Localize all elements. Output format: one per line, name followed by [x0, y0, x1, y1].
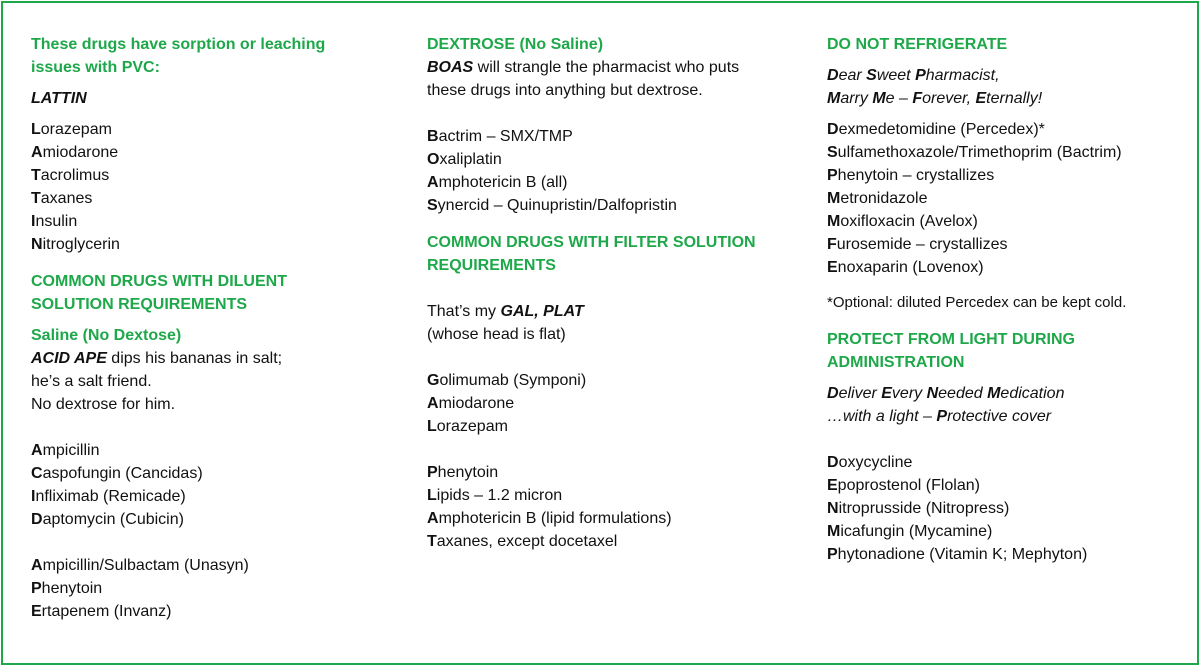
drug-name-rest: mpicillin/Sulbactam (Unasyn)	[42, 557, 249, 574]
drug-name-rest: mphotericin B (lipid formulations)	[438, 510, 672, 527]
drug-item	[31, 485, 401, 508]
drug-item	[827, 256, 1197, 279]
mnemonic-rest: edication	[1000, 385, 1065, 402]
drug-initial: D	[827, 454, 839, 471]
saline-text-1: dips his bananas in salt;	[106, 350, 283, 367]
drug-item	[827, 543, 1197, 566]
mnemonic-rest: harmacist,	[925, 67, 1000, 84]
drug-name-rest: nsulin	[35, 213, 78, 230]
drug-initial: I	[31, 213, 36, 230]
drug-initial: L	[31, 121, 41, 138]
drug-item	[31, 600, 401, 623]
mnemonic-rest: orever,	[922, 90, 976, 107]
drug-name-rest: icafungin (Mycamine)	[840, 523, 993, 540]
drug-item	[427, 461, 797, 484]
mnemonic-lattin: LATTIN	[31, 90, 87, 107]
drug-item	[827, 474, 1197, 497]
heading-filter-line1: COMMON DRUGS WITH FILTER SOLUTION	[427, 234, 756, 251]
drug-initial: S	[427, 197, 438, 214]
drug-name-rest: acrolimus	[40, 167, 110, 184]
drug-item	[31, 577, 401, 600]
heading-filter-line2: REQUIREMENTS	[427, 257, 556, 274]
drug-name-rest: ipids – 1.2 micron	[436, 487, 563, 504]
column-pvc-diluent	[31, 33, 401, 623]
drug-name-rest: nfliximab (Remicade)	[35, 488, 186, 505]
list-saline-2	[31, 554, 401, 623]
drug-initial: P	[827, 546, 838, 563]
drug-initial: E	[31, 603, 42, 620]
drug-item	[31, 462, 401, 485]
drug-name-rest: orazepam	[40, 121, 112, 138]
drug-initial: M	[827, 190, 841, 207]
mnemonic-initial: N	[926, 385, 939, 402]
list-filter-2	[427, 461, 797, 553]
list-light	[827, 451, 1197, 566]
drug-name-rest: henytoin	[41, 580, 103, 597]
drug-initial: A	[427, 510, 439, 527]
drug-initial: N	[827, 500, 839, 517]
column-dextrose-filter	[427, 33, 797, 553]
drug-initial: T	[31, 167, 41, 184]
drug-name-rest: hytonadione (Vitamin K; Mephyton)	[837, 546, 1088, 563]
drug-item	[827, 210, 1197, 233]
drug-item	[427, 194, 797, 217]
heading-light	[827, 328, 1197, 374]
mnemonic-initial: E	[975, 90, 987, 107]
drug-item	[31, 439, 401, 462]
heading-pvc-line2: issues with PVC:	[31, 59, 160, 76]
drug-name-rest: henytoin – crystallizes	[837, 167, 995, 184]
heading-pvc	[31, 33, 401, 79]
drug-item	[31, 164, 401, 187]
heading-refrigerate: DO NOT REFRIGERATE	[827, 36, 1008, 53]
drug-initial: A	[427, 395, 439, 412]
drug-item	[31, 554, 401, 577]
mnemonic-rest: arry	[840, 90, 873, 107]
drug-item	[827, 497, 1197, 520]
drug-initial: M	[827, 523, 841, 540]
boas-text-1: will strangle the pharmacist who puts	[473, 59, 740, 76]
drug-name-rest: xaliplatin	[439, 151, 502, 168]
drug-name-rest: exmedetomidine (Percedex)*	[838, 121, 1045, 138]
drug-item	[427, 484, 797, 507]
heading-light-line2: ADMINISTRATION	[827, 354, 965, 371]
filter-text-2: (whose head is flat)	[427, 326, 566, 343]
note-percedex: *Optional: diluted Percedex can be kept cold.	[827, 294, 1127, 311]
drug-item	[427, 148, 797, 171]
drug-item	[427, 125, 797, 148]
drug-name-rest: rtapenem (Invanz)	[41, 603, 172, 620]
drug-name-rest: ynercid – Quinupristin/Dalfopristin	[437, 197, 677, 214]
drug-name-rest: poprostenol (Flolan)	[837, 477, 980, 494]
drug-initial: N	[31, 236, 43, 253]
drug-item	[827, 233, 1197, 256]
drug-initial: P	[827, 167, 838, 184]
drug-initial: D	[827, 121, 839, 138]
drug-name-rest: axanes, except docetaxel	[436, 533, 618, 550]
drug-name-rest: orazepam	[436, 418, 508, 435]
drug-initial: A	[31, 442, 43, 459]
drug-initial: E	[827, 477, 838, 494]
mnemonic-initial: D	[827, 67, 839, 84]
heading-light-line1: PROTECT FROM LIGHT DURING	[827, 331, 1075, 348]
list-dextrose	[427, 125, 797, 217]
drug-item	[827, 520, 1197, 543]
drug-name-rest: olimumab (Symponi)	[439, 372, 587, 389]
mnemonic-line-p	[936, 408, 1051, 425]
drug-initial: S	[827, 144, 838, 161]
heading-filter	[427, 231, 797, 277]
drug-item	[827, 141, 1197, 164]
list-lattin	[31, 118, 401, 256]
drug-name-rest: oxycycline	[838, 454, 913, 471]
drug-name-rest: urosemide – crystallizes	[836, 236, 1008, 253]
drug-initial: A	[427, 174, 439, 191]
drug-initial: D	[31, 511, 43, 528]
heading-diluent-line1: COMMON DRUGS WITH DILUENT	[31, 273, 287, 290]
drug-name-rest: itroglycerin	[42, 236, 120, 253]
drug-initial: M	[827, 213, 841, 230]
drug-initial: L	[427, 418, 437, 435]
drug-name-rest: oxifloxacin (Avelox)	[840, 213, 978, 230]
drug-item	[427, 415, 797, 438]
mnemonic-initial: P	[915, 67, 926, 84]
mnemonic-initial: S	[866, 67, 877, 84]
drug-item	[827, 451, 1197, 474]
heading-pvc-line1: These drugs have sorption or leaching	[31, 36, 326, 53]
heading-diluent-line2: SOLUTION REQUIREMENTS	[31, 296, 248, 313]
mnemonic-gal-plat: GAL, PLAT	[500, 303, 584, 320]
mnemonic-initial: P	[936, 408, 948, 425]
drug-initial: F	[827, 236, 837, 253]
drug-name-rest: actrim – SMX/TMP	[438, 128, 573, 145]
drug-initial: L	[427, 487, 437, 504]
mnemonic-initial: E	[881, 385, 892, 402]
mnemonic-boas: BOAS	[427, 59, 474, 76]
filter-prefix: That’s my	[427, 303, 501, 320]
drug-item	[427, 369, 797, 392]
mnemonic-acid-ape: ACID APE	[31, 350, 107, 367]
heading-diluent	[31, 270, 401, 316]
drug-initial: B	[427, 128, 439, 145]
drug-name-rest: noxaparin (Lovenox)	[837, 259, 984, 276]
column-refrigerate-light	[827, 33, 1197, 566]
drug-item	[427, 507, 797, 530]
saline-mnemonic-line1	[31, 347, 401, 370]
mnemonic-rest: eliver	[838, 385, 882, 402]
drug-initial: A	[31, 144, 43, 161]
drug-initial: T	[31, 190, 41, 207]
drug-initial: G	[427, 372, 440, 389]
drug-name-rest: itroprusside (Nitropress)	[838, 500, 1010, 517]
mnemonic-line-denm	[827, 382, 1197, 405]
heading-dextrose: DEXTROSE (No Saline)	[427, 36, 604, 53]
mnemonic-rest: ternally!	[986, 90, 1043, 107]
mnemonic-initial: M	[872, 90, 886, 107]
drug-initial: C	[31, 465, 43, 482]
drug-item	[427, 392, 797, 415]
drug-item	[827, 187, 1197, 210]
mnemonic-rest: e –	[885, 90, 913, 107]
subheading-saline: Saline (No Dextose)	[31, 327, 182, 344]
saline-text-2: he’s a salt friend.	[31, 373, 152, 390]
drug-name-rest: aspofungin (Cancidas)	[42, 465, 203, 482]
drug-name-rest: miodarone	[42, 144, 119, 161]
drug-initial: P	[31, 580, 42, 597]
mnemonic-initial: M	[827, 90, 841, 107]
boas-text-2: these drugs into anything but dextrose.	[427, 82, 703, 99]
drug-initial: E	[827, 259, 838, 276]
drug-item	[31, 210, 401, 233]
drug-name-rest: henytoin	[437, 464, 499, 481]
drug-name-rest: aptomycin (Cubicin)	[42, 511, 184, 528]
drug-initial: I	[31, 488, 36, 505]
boas-line1	[427, 56, 797, 79]
mnemonic-line-mmfe	[827, 87, 1197, 110]
mnemonic-rest: eeded	[938, 385, 988, 402]
drug-name-rest: etronidazole	[840, 190, 928, 207]
list-refrigerate	[827, 118, 1197, 279]
mnemonic-light-prefix: …with a light –	[827, 408, 937, 425]
mnemonic-initial: M	[987, 385, 1001, 402]
mnemonic-initial: F	[912, 90, 923, 107]
saline-text-3: No dextrose for him.	[31, 396, 176, 413]
drug-name-rest: mpicillin	[42, 442, 100, 459]
mnemonic-line-dsp	[827, 64, 1197, 87]
mnemonic-rest: very	[891, 385, 927, 402]
drug-name-rest: axanes	[40, 190, 93, 207]
list-saline-1	[31, 439, 401, 531]
drug-name-rest: ulfamethoxazole/Trimethoprim (Bactrim)	[837, 144, 1122, 161]
filter-mnemonic-line1	[427, 300, 797, 323]
drug-item	[827, 164, 1197, 187]
drug-item	[31, 118, 401, 141]
drug-item	[31, 141, 401, 164]
drug-name-rest: mphotericin B (all)	[438, 174, 568, 191]
mnemonic-rest: weet	[876, 67, 916, 84]
drug-item	[427, 171, 797, 194]
mnemonic-rest: rotective cover	[947, 408, 1052, 425]
drug-item	[31, 508, 401, 531]
mnemonic-line-protective	[827, 405, 1197, 428]
drug-item	[827, 118, 1197, 141]
drug-initial: O	[427, 151, 440, 168]
drug-initial: A	[31, 557, 43, 574]
drug-initial: T	[427, 533, 437, 550]
list-filter-1	[427, 369, 797, 438]
drug-item	[427, 530, 797, 553]
drug-initial: P	[427, 464, 438, 481]
drug-item	[31, 233, 401, 256]
drug-item	[31, 187, 401, 210]
mnemonic-initial: D	[827, 385, 839, 402]
mnemonic-rest: ear	[838, 67, 867, 84]
drug-name-rest: miodarone	[438, 395, 515, 412]
document-frame	[1, 1, 1199, 665]
